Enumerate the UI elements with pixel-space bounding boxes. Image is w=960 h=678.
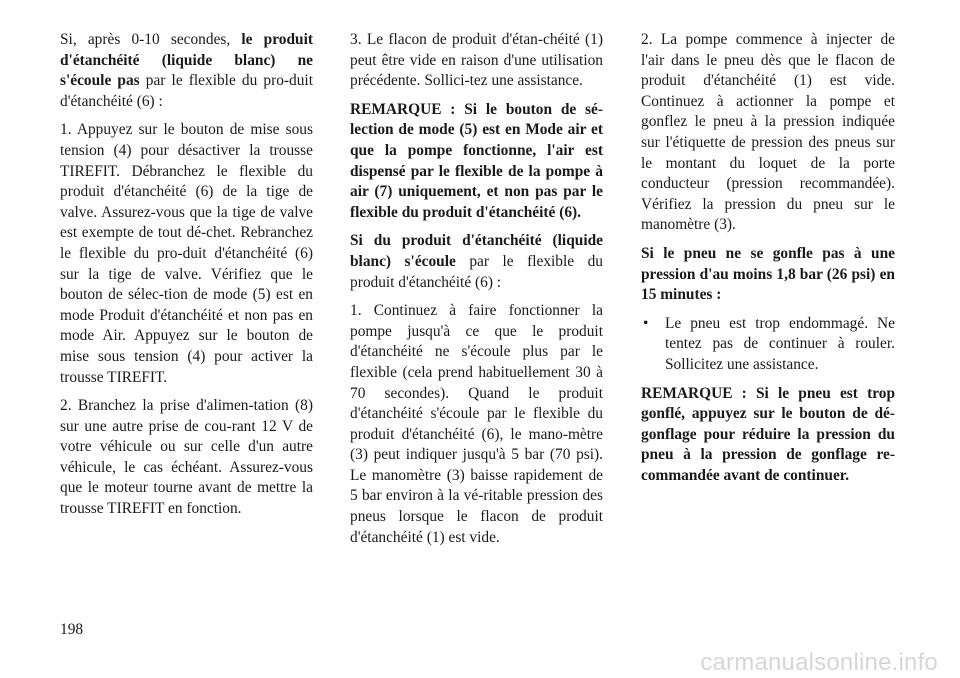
paragraph: 1. Continuez à faire fonctionner la pompe jusqu'à ce que le produit d'étanchéité ne s'écoule plus par le flexible (cela prend habituellement 30 à 70 secondes). Quand le produit d'étanchéité s'écoule par le flexible du produit d'étanchéité (6), le mano-mètre (3) peut indiquer jusqu'à 5 bar (70 psi). Le manomètre (3) baisse rapidement de 5 bar environ à la vé-ritable pression des pneus lorsque le flacon de produit d'étanchéité (1) est vide. <box>350 302 603 546</box>
note-paragraph <box>641 384 895 487</box>
bullet-icon: • <box>643 314 649 332</box>
bold-text: Si le pneu ne se gonfle pas à une pression d'au moins 1,8 bar (26 psi) en 15 minutes : <box>641 244 895 304</box>
text-column-3 <box>641 30 895 494</box>
list-item-text: Le pneu est trop endommagé. Ne tentez pas de continuer à rouler. Sollicitez une assistance. <box>665 314 895 373</box>
bold-text: le produit d'étanchéité (liquide blanc) ne s'écoule pas <box>60 31 313 90</box>
paragraph: 3. Le flacon de produit d'étan-chéité (1) peut être vide en raison d'une utilisation précédente. Sollici-tez une assistance. <box>350 31 603 90</box>
paragraph <box>60 30 313 112</box>
paragraph: 2. Branchez la prise d'alimen-tation (8) sur une autre prise de cou-rant 12 V de votre véhicule ou sur celle d'un autre véhicule, le cas échéant. Assurez-vous que le moteur tourne avant de mettre la trousse TIREFIT en fonction. <box>60 397 313 518</box>
paragraph-text: par le flexible du pro-duit d'étanchéité (6) : <box>60 72 313 110</box>
paragraph: 2. La pompe commence à injecter de l'air dans le pneu dès que le flacon de produit d'étanchéité (1) est vide. Continuez à actionner la pompe et gonflez le pneu à la pression indiquée sur l'étiquette de pression des pneus sur le montant du loquet de la porte conducteur (pression recommandée). Vérifiez la pression du pneu sur le manomètre (3). <box>641 31 895 234</box>
watermark: carmanualsonline.info <box>700 649 938 676</box>
text-column-1 <box>60 30 313 528</box>
note-paragraph <box>350 100 603 224</box>
paragraph <box>350 231 603 293</box>
heading-paragraph <box>641 244 895 306</box>
paragraph-text: par le flexible du produit d'étanchéité (6) : <box>350 252 604 291</box>
text-column-2 <box>350 30 603 556</box>
list-item <box>641 314 895 376</box>
paragraph-text: Si, après 0-10 secondes, <box>60 31 242 48</box>
note-text: REMARQUE : Si le pneu est trop gonflé, appuyez sur le bouton de dé-gonflage pour réduire la pression du pneu à la pression de gonflage re-commandée avant de continuer. <box>641 384 895 484</box>
bold-text: Si du produit d'étanchéité (liquide blanc) s'écoule <box>350 232 603 270</box>
paragraph: 1. Appuyez sur le bouton de mise sous tension (4) pour désactiver la trousse TIREFIT. Débranchez le flexible du produit d'étanchéité (6) de la tige de valve. Assurez-vous que la tige de valve est exempte de tout dé-chet. Rebranchez le flexible du pro-duit d'étanchéité (6) sur la tige de valve. Vérifiez que le bouton de sélec-tion de mode (5) est en mode Produit d'étanchéité et non pas en mode Air. Appuyez sur le bouton de mise sous tension (4) pour activer la trousse TIREFIT. <box>60 121 313 386</box>
note-text: REMARQUE : Si le bouton de sé-lection de mode (5) est en Mode air et que la pompe fonctionne, l'air est dispensé par le flexible de la pompe à air (7) uniquement, et non pas par le flexible du produit d'étanchéité (6). <box>350 100 603 221</box>
page-number: 198 <box>60 621 84 638</box>
